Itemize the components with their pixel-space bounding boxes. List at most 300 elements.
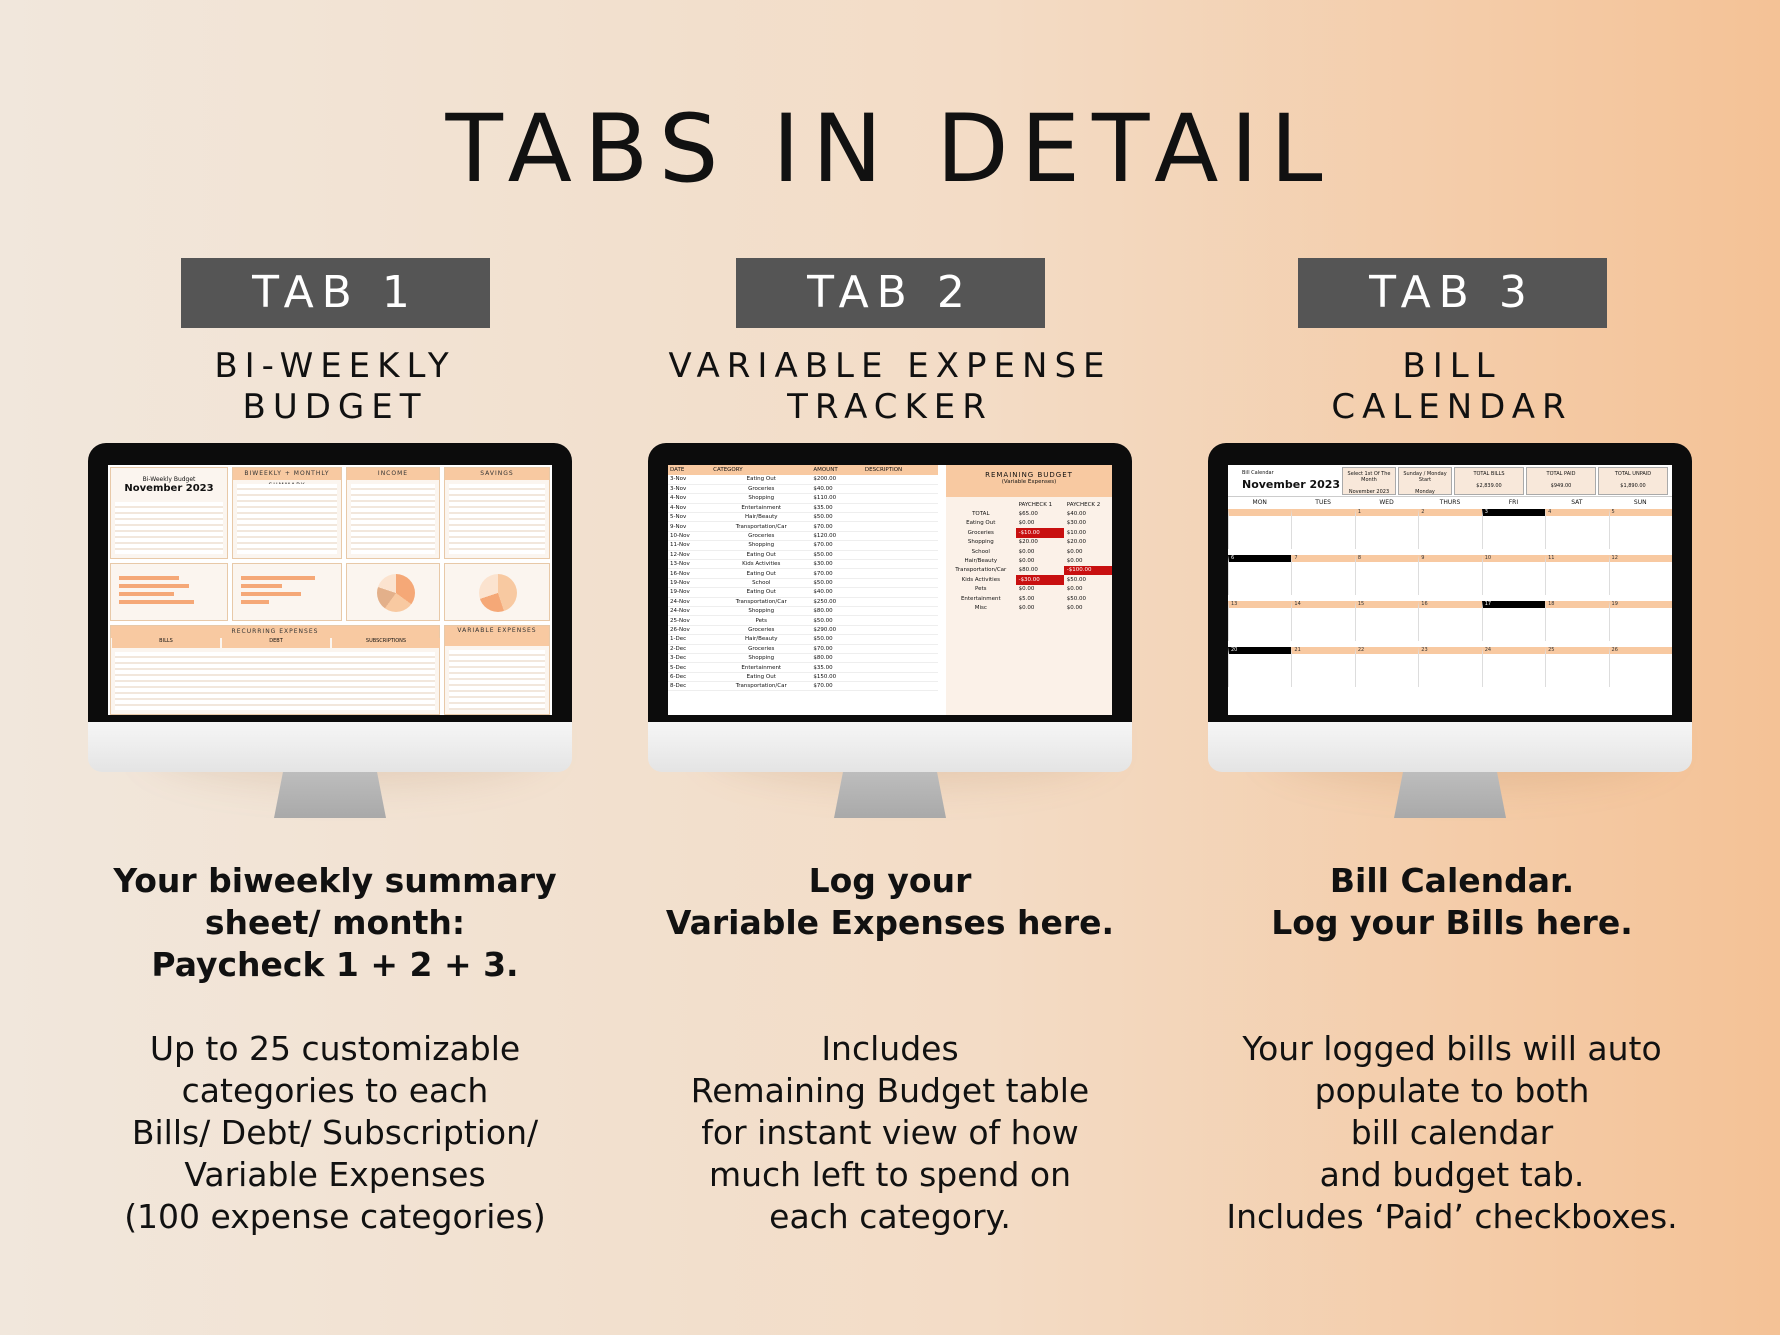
body-line: bill calendar: [1350, 1113, 1554, 1152]
monitor-tab1: [88, 443, 572, 830]
tab2-subtitle: [610, 346, 1170, 428]
heading-line: Bill Calendar.: [1329, 861, 1575, 900]
calendar-day[interactable]: [1355, 647, 1418, 687]
tab3-heading: [1172, 860, 1732, 944]
calendar-day[interactable]: [1228, 555, 1291, 595]
heading-line: sheet/ month:: [204, 903, 466, 942]
calendar-day[interactable]: [1545, 601, 1608, 641]
table-cell: $50.00: [811, 635, 863, 644]
screen-bill-calendar: [1228, 465, 1672, 715]
calendar-day[interactable]: [1609, 601, 1672, 641]
heading-line: Your biweekly summary: [113, 861, 557, 900]
body-line: Includes: [821, 1029, 959, 1068]
table-cell: Shopping: [711, 653, 811, 662]
day-number: 19: [1611, 601, 1618, 607]
table-cell: -$10.00: [1016, 528, 1064, 537]
table-cell: $50.00: [811, 616, 863, 625]
tab2-subtitle-line1: VARIABLE EXPENSE: [668, 346, 1112, 386]
table-cell: 9-Nov: [668, 522, 711, 531]
day-number: 10: [1484, 555, 1492, 561]
tab1-subtitle-line2: BUDGET: [242, 387, 428, 427]
table-cell: $0.00: [1018, 604, 1035, 611]
budget-sheet-title: Bi-Weekly Budget: [142, 476, 196, 483]
recurring-subheaders: [111, 638, 441, 648]
day-number: 6: [1231, 555, 1235, 561]
calendar-day[interactable]: [1482, 509, 1545, 549]
day-number: 24: [1484, 647, 1492, 653]
weekday-label: FRI: [1508, 499, 1519, 506]
calendar-summary-box: [1454, 467, 1524, 495]
monitor-tab2: [648, 443, 1132, 830]
tab1-label: TAB 1: [181, 258, 490, 328]
day-number: 17: [1484, 601, 1492, 607]
table-cell: [863, 550, 938, 559]
table-cell: 4-Nov: [668, 503, 711, 512]
day-number: 12: [1611, 555, 1618, 561]
table-cell: [863, 682, 938, 691]
calendar-day[interactable]: [1609, 509, 1672, 549]
table-cell: $80.00: [811, 606, 863, 615]
table-cell: Pets: [975, 586, 987, 593]
table-row: [668, 494, 938, 503]
remaining-col-paycheck1: PAYCHECK 1: [1018, 501, 1053, 508]
day-number: 4: [1548, 509, 1552, 515]
remaining-budget-header: [946, 465, 1112, 497]
remaining-budget-body: [946, 509, 1112, 612]
day-number: 13: [1231, 601, 1238, 607]
table-cell: Hair/Beauty: [711, 513, 811, 522]
day-number: 5: [1611, 509, 1615, 515]
table-row: [668, 588, 938, 597]
day-number: 14: [1294, 601, 1301, 607]
recurring-rows: [115, 652, 435, 710]
variable-rows: [449, 650, 545, 710]
table-row: [946, 528, 1112, 537]
table-cell: $0.00: [1066, 558, 1083, 565]
day-number: 20: [1231, 647, 1238, 653]
table-cell: $40.00: [811, 588, 863, 597]
box-label: TOTAL BILLS: [1473, 471, 1505, 477]
savings-panel: [444, 467, 550, 559]
table-row: [668, 569, 938, 578]
body-line: Remaining Budget table: [690, 1071, 1090, 1110]
tab1-header: [55, 258, 615, 428]
table-row: [946, 509, 1112, 518]
table-row: [946, 594, 1112, 603]
table-row: [946, 566, 1112, 575]
table-cell: $50.00: [811, 513, 863, 522]
table-cell: Eating Out: [711, 588, 811, 597]
table-cell: Groceries: [711, 644, 811, 653]
remaining-budget-table: [946, 500, 1112, 613]
variable-expenses-panel: [444, 625, 550, 715]
table-cell: Groceries: [967, 529, 994, 536]
monitor-stand: [1394, 772, 1506, 818]
calendar-day[interactable]: [1355, 555, 1418, 595]
table-cell: Eating Out: [966, 520, 996, 527]
day-number: 23: [1421, 647, 1428, 653]
table-cell: 19-Nov: [668, 588, 711, 597]
body-line: and budget tab.: [1319, 1155, 1585, 1194]
calendar-week: [1228, 647, 1672, 687]
table-cell: [863, 616, 938, 625]
calendar-day[interactable]: [1482, 647, 1545, 687]
calendar-sheet-title: Bill Calendar: [1242, 470, 1274, 476]
table-cell: Eating Out: [711, 672, 811, 681]
calendar-day[interactable]: [1609, 555, 1672, 595]
remaining-blank: [946, 500, 1016, 509]
tab3-body: [1172, 1028, 1732, 1238]
table-cell: $30.00: [1066, 520, 1087, 527]
calendar-day[interactable]: [1291, 509, 1354, 549]
col-category: CATEGORY: [711, 465, 811, 475]
table-row: [946, 575, 1112, 584]
table-cell: 3-Nov: [668, 475, 711, 484]
calendar-day[interactable]: [1228, 509, 1291, 549]
table-cell: 19-Nov: [668, 578, 711, 587]
heading-line: Variable Expenses here.: [665, 903, 1115, 942]
monitor-chin: [648, 722, 1132, 772]
table-cell: $70.00: [811, 569, 863, 578]
calendar-day[interactable]: [1545, 555, 1608, 595]
remaining-budget-subtitle: (Variable Expenses): [1001, 479, 1057, 485]
chart-bar: [119, 592, 174, 596]
table-cell: $0.00: [1018, 558, 1035, 565]
col-description: DESCRIPTION: [863, 465, 938, 475]
day-number: 9: [1421, 555, 1425, 561]
table-row: [668, 560, 938, 569]
table-cell: 25-Nov: [668, 616, 711, 625]
table-cell: 11-Nov: [668, 541, 711, 550]
calendar-day[interactable]: [1482, 555, 1545, 595]
table-cell: [863, 494, 938, 503]
table-cell: Shopping: [711, 606, 811, 615]
table-cell: 5-Nov: [668, 513, 711, 522]
tab3-header: [1172, 258, 1732, 428]
table-cell: $0.00: [1018, 548, 1035, 555]
chart-bar: [241, 576, 315, 580]
table-cell: Groceries: [711, 484, 811, 493]
table-cell: Eating Out: [711, 475, 811, 484]
calendar-day[interactable]: [1545, 647, 1608, 687]
col-amount: AMOUNT: [811, 465, 863, 475]
table-cell: Groceries: [711, 625, 811, 634]
table-cell: [863, 541, 938, 550]
table-cell: Transportation/Car: [711, 522, 811, 531]
table-row: [668, 672, 938, 681]
table-cell: Shopping: [967, 539, 994, 546]
body-line: categories to each: [181, 1071, 489, 1110]
table-row: [668, 625, 938, 634]
table-cell: [863, 588, 938, 597]
chart-bar: [241, 600, 269, 604]
body-line: Variable Expenses: [184, 1155, 486, 1194]
table-cell: School: [971, 548, 990, 555]
table-row: [668, 503, 938, 512]
table-cell: Groceries: [711, 531, 811, 540]
screen-biweekly-budget: [108, 465, 552, 715]
remaining-col-paycheck2: PAYCHECK 2: [1066, 501, 1101, 508]
weekday-label: THURS: [1439, 499, 1461, 506]
calendar-week: [1228, 555, 1672, 595]
calendar-day[interactable]: [1228, 601, 1291, 641]
income-header: INCOME: [347, 468, 439, 480]
tab2-description: [610, 860, 1170, 1280]
recurring-header: RECURRING EXPENSES: [111, 626, 439, 638]
expense-log-header-row: [668, 465, 938, 475]
calendar-weekday-row: [1228, 499, 1672, 507]
table-cell: Transportation/Car: [711, 597, 811, 606]
body-line: (100 expense categories): [124, 1197, 546, 1236]
box-value: $949.00: [1550, 483, 1572, 489]
table-cell: $150.00: [811, 672, 863, 681]
calendar-day[interactable]: [1291, 555, 1354, 595]
box-label: TOTAL UNPAID: [1614, 471, 1652, 477]
day-number: 22: [1357, 647, 1365, 653]
table-cell: Transportation/Car: [711, 682, 811, 691]
monitor-chin: [88, 722, 572, 772]
monitor-tab3: [1208, 443, 1692, 830]
tab3-label: TAB 3: [1298, 258, 1607, 328]
day-number: 3: [1484, 509, 1488, 515]
table-row: [668, 606, 938, 615]
table-row: [668, 644, 938, 653]
calendar-day[interactable]: [1291, 601, 1354, 641]
table-cell: [863, 672, 938, 681]
table-cell: 1-Dec: [668, 635, 711, 644]
table-cell: Pets: [711, 616, 811, 625]
table-cell: 12-Nov: [668, 550, 711, 559]
table-cell: Shopping: [711, 541, 811, 550]
table-cell: $20.00: [1066, 539, 1087, 546]
page-title: TABS IN DETAIL: [445, 95, 1335, 204]
subscriptions-header: SUBSCRIPTIONS: [332, 638, 440, 648]
table-cell: [863, 625, 938, 634]
table-cell: Hair/Beauty: [964, 558, 998, 565]
body-line: Bills/ Debt/ Subscription/: [131, 1113, 539, 1152]
table-cell: [863, 606, 938, 615]
col-date: DATE: [668, 465, 711, 475]
table-cell: -$30.00: [1016, 575, 1064, 584]
table-cell: 3-Nov: [668, 484, 711, 493]
table-cell: $110.00: [811, 494, 863, 503]
box-value: $2,839.00: [1476, 483, 1502, 489]
calendar-day[interactable]: [1355, 509, 1418, 549]
remaining-budget-panel: [946, 465, 1112, 715]
tab1-body: [55, 1028, 615, 1238]
body-line: much left to spend on: [708, 1155, 1072, 1194]
table-cell: $0.00: [1066, 586, 1083, 593]
calendar-day[interactable]: [1228, 647, 1291, 687]
table-cell: $50.00: [1066, 576, 1087, 583]
table-cell: $80.00: [811, 653, 863, 662]
tab3-subtitle-line2: CALENDAR: [1331, 387, 1573, 427]
spending-breakdown-1: [346, 563, 440, 621]
calendar-summary-box: [1342, 467, 1396, 495]
calendar-day[interactable]: [1609, 647, 1672, 687]
table-cell: 3-Dec: [668, 653, 711, 662]
tab1-subtitle: [55, 346, 615, 428]
table-cell: 16-Nov: [668, 569, 711, 578]
table-cell: 13-Nov: [668, 560, 711, 569]
pie-chart: [377, 574, 415, 612]
table-cell: $35.00: [811, 663, 863, 672]
tab2-body: [610, 1028, 1170, 1238]
expense-log-table: [668, 465, 938, 691]
debt-header: DEBT: [222, 638, 330, 648]
day-number: 11: [1548, 555, 1555, 561]
day-number: 2: [1421, 509, 1425, 515]
weekday-label: SAT: [1571, 499, 1583, 506]
table-cell: [863, 597, 938, 606]
chart-bar: [241, 584, 282, 588]
calendar-week: [1228, 509, 1672, 549]
table-cell: 24-Nov: [668, 597, 711, 606]
table-cell: $35.00: [811, 503, 863, 512]
weekday-label: SUN: [1633, 499, 1647, 506]
table-cell: School: [711, 578, 811, 587]
table-cell: 2-Dec: [668, 644, 711, 653]
table-cell: $250.00: [811, 597, 863, 606]
chart-bar: [119, 600, 194, 604]
table-row: [668, 663, 938, 672]
heading-line: Log your: [808, 861, 972, 900]
table-cell: [863, 653, 938, 662]
table-cell: 24-Nov: [668, 606, 711, 615]
calendar-day[interactable]: [1291, 647, 1354, 687]
income-panel: [346, 467, 440, 559]
calendar-day[interactable]: [1355, 601, 1418, 641]
table-cell: $50.00: [811, 550, 863, 559]
calendar-day[interactable]: [1418, 509, 1481, 549]
table-cell: Eating Out: [711, 569, 811, 578]
table-row: [946, 585, 1112, 594]
table-row: [946, 556, 1112, 565]
table-cell: [863, 635, 938, 644]
table-cell: Shopping: [711, 494, 811, 503]
day-number: 8: [1357, 555, 1362, 561]
table-cell: [863, 560, 938, 569]
table-cell: -$100.00: [1064, 566, 1112, 575]
table-row: [668, 597, 938, 606]
table-cell: $200.00: [811, 475, 863, 484]
box-label: Sunday / Monday Start: [1403, 471, 1447, 483]
table-cell: [863, 531, 938, 540]
table-row: [668, 653, 938, 662]
calendar-day[interactable]: [1418, 647, 1481, 687]
remaining-header-row: [946, 500, 1112, 509]
chart-bar: [119, 576, 179, 580]
table-row: [946, 603, 1112, 612]
calendar-month: November 2023: [1242, 478, 1341, 491]
table-cell: [863, 522, 938, 531]
table-cell: Entertainment: [711, 663, 811, 672]
table-cell: $50.00: [811, 578, 863, 587]
box-value: $1,890.00: [1620, 483, 1646, 489]
monitor-stand: [274, 772, 386, 818]
table-cell: $40.00: [1066, 511, 1087, 518]
calendar-day[interactable]: [1482, 601, 1545, 641]
tab3-subtitle-line1: BILL: [1402, 346, 1502, 386]
table-cell: $70.00: [811, 682, 863, 691]
table-cell: $5.00: [1018, 595, 1035, 602]
day-number: 18: [1548, 601, 1555, 607]
table-row: [668, 635, 938, 644]
body-line: Up to 25 customizable: [149, 1029, 521, 1068]
variable-header: VARIABLE EXPENSES: [445, 626, 549, 646]
day-number: 1: [1357, 509, 1362, 515]
table-cell: [863, 513, 938, 522]
table-cell: 10-Nov: [668, 531, 711, 540]
table-cell: Kids Activities: [961, 576, 1000, 583]
tab1-heading: [55, 860, 615, 986]
table-cell: 4-Nov: [668, 494, 711, 503]
income-expense-chart: [110, 563, 228, 621]
table-cell: [863, 484, 938, 493]
table-cell: [863, 578, 938, 587]
table-cell: 26-Nov: [668, 625, 711, 634]
table-cell: [863, 503, 938, 512]
day-number: 7: [1294, 555, 1298, 561]
tab3-description: [1172, 860, 1732, 1280]
tab2-label: TAB 2: [736, 258, 1045, 328]
body-line: populate to both: [1314, 1071, 1590, 1110]
table-cell: 8-Dec: [668, 682, 711, 691]
table-row: [668, 616, 938, 625]
table-row: [668, 531, 938, 540]
table-cell: $70.00: [811, 522, 863, 531]
table-row: [946, 538, 1112, 547]
table-cell: [863, 644, 938, 653]
table-cell: Kids Activities: [711, 560, 811, 569]
table-cell: Transportation/Car: [955, 567, 1007, 574]
table-cell: $70.00: [811, 644, 863, 653]
budget-title-panel: [110, 467, 228, 559]
table-cell: $20.00: [1018, 539, 1038, 546]
calendar-header: [1228, 465, 1672, 497]
table-cell: Entertainment: [711, 503, 811, 512]
table-cell: $50.00: [1066, 595, 1087, 602]
box-value: November 2023: [1348, 489, 1390, 495]
table-cell: $0.00: [1066, 604, 1083, 611]
body-line: for instant view of how: [701, 1113, 1079, 1152]
day-number: 25: [1548, 647, 1555, 653]
weekday-label: MON: [1252, 499, 1267, 506]
table-row: [668, 522, 938, 531]
screen-variable-expense-tracker: [668, 465, 1112, 715]
chart-bar: [119, 584, 189, 588]
calendar-summary-box: [1526, 467, 1596, 495]
table-cell: [863, 663, 938, 672]
budget-month: November 2023: [124, 483, 214, 494]
table-row: [668, 550, 938, 559]
calendar-day[interactable]: [1418, 555, 1481, 595]
table-cell: Misc: [974, 604, 987, 611]
table-row: [668, 475, 938, 484]
table-cell: [863, 475, 938, 484]
calendar-day[interactable]: [1545, 509, 1608, 549]
table-row: [946, 519, 1112, 528]
expense-log-body: [668, 475, 938, 691]
weekday-label: WED: [1379, 499, 1394, 506]
table-cell: Entertainment: [960, 595, 1001, 602]
savings-rows: [449, 484, 545, 554]
income-rows: [351, 484, 435, 554]
calendar-day[interactable]: [1418, 601, 1481, 641]
table-cell: $290.00: [811, 625, 863, 634]
heading-line: Log your Bills here.: [1271, 903, 1633, 942]
body-line: Your logged bills will auto: [1242, 1029, 1662, 1068]
